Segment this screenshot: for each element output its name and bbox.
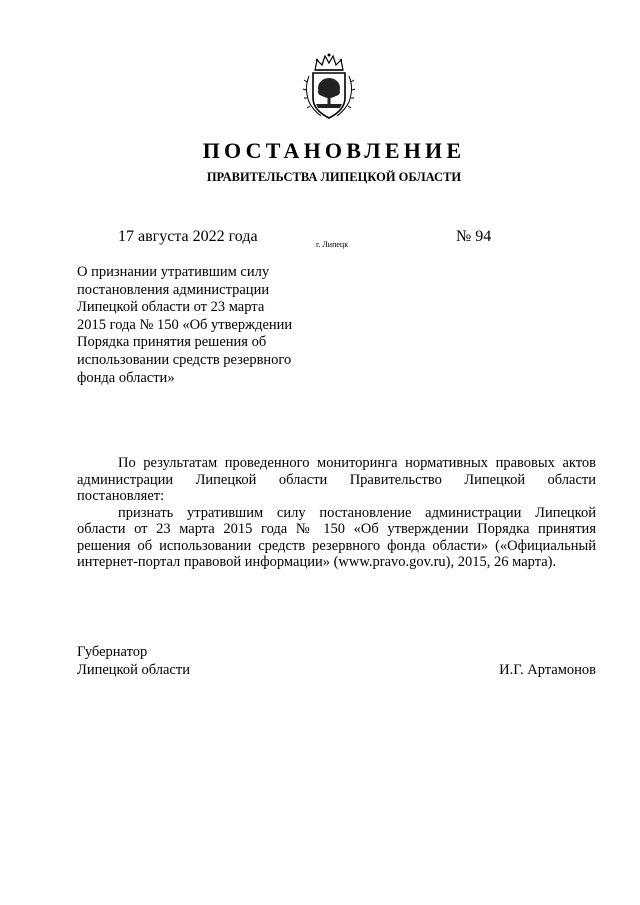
subject-line: фонда области» xyxy=(77,369,175,386)
subject-line: постановления администрации xyxy=(77,281,270,298)
subject-line: О признании утратившим силу xyxy=(77,264,270,280)
signatory-name: И.Г. Артамонов xyxy=(499,661,596,678)
signatory-position: Губернатор xyxy=(77,644,148,660)
body-line: интернет-портал правовой информации» (www.pravo.gov.ru), 2015, 26 марта). xyxy=(77,554,557,570)
lipetsk-coat-of-arms-icon xyxy=(301,52,357,122)
document-title: ПОСТАНОВЛЕНИЕ xyxy=(202,138,466,163)
body-line: постановляет: xyxy=(77,488,165,504)
body-line: признать утратившим силу постановление администрации Липецкой xyxy=(118,504,596,521)
document-date: 17 августа 2022 года xyxy=(118,228,258,245)
subject-line: 2015 года № 150 «Об утверждении xyxy=(77,316,293,333)
body-line: администрации Липецкой области Правительство Липецкой области xyxy=(77,471,596,488)
signature-block xyxy=(77,644,596,679)
issuing-authority: ПРАВИТЕЛЬСТВА ЛИПЕЦКОЙ ОБЛАСТИ xyxy=(206,170,462,184)
subject-line: использовании средств резервного xyxy=(77,351,292,368)
document-number: № 94 xyxy=(456,228,492,245)
body-line: решения об использовании средств резервного фонда области» («Официальный xyxy=(77,537,596,554)
signatory-region: Липецкой области xyxy=(77,661,190,678)
document-city: г. Липецк xyxy=(316,240,349,249)
subject-line: Липецкой области от 23 марта xyxy=(77,299,265,316)
body-line: области от 23 марта 2015 года № 150 «Об утверждении Порядка принятия xyxy=(77,521,596,537)
document-subject xyxy=(77,264,317,387)
document-body xyxy=(77,455,596,571)
body-line: По результатам проведенного мониторинга нормативных правовых актов xyxy=(118,455,596,471)
subject-line: Порядка принятия решения об xyxy=(77,334,267,351)
